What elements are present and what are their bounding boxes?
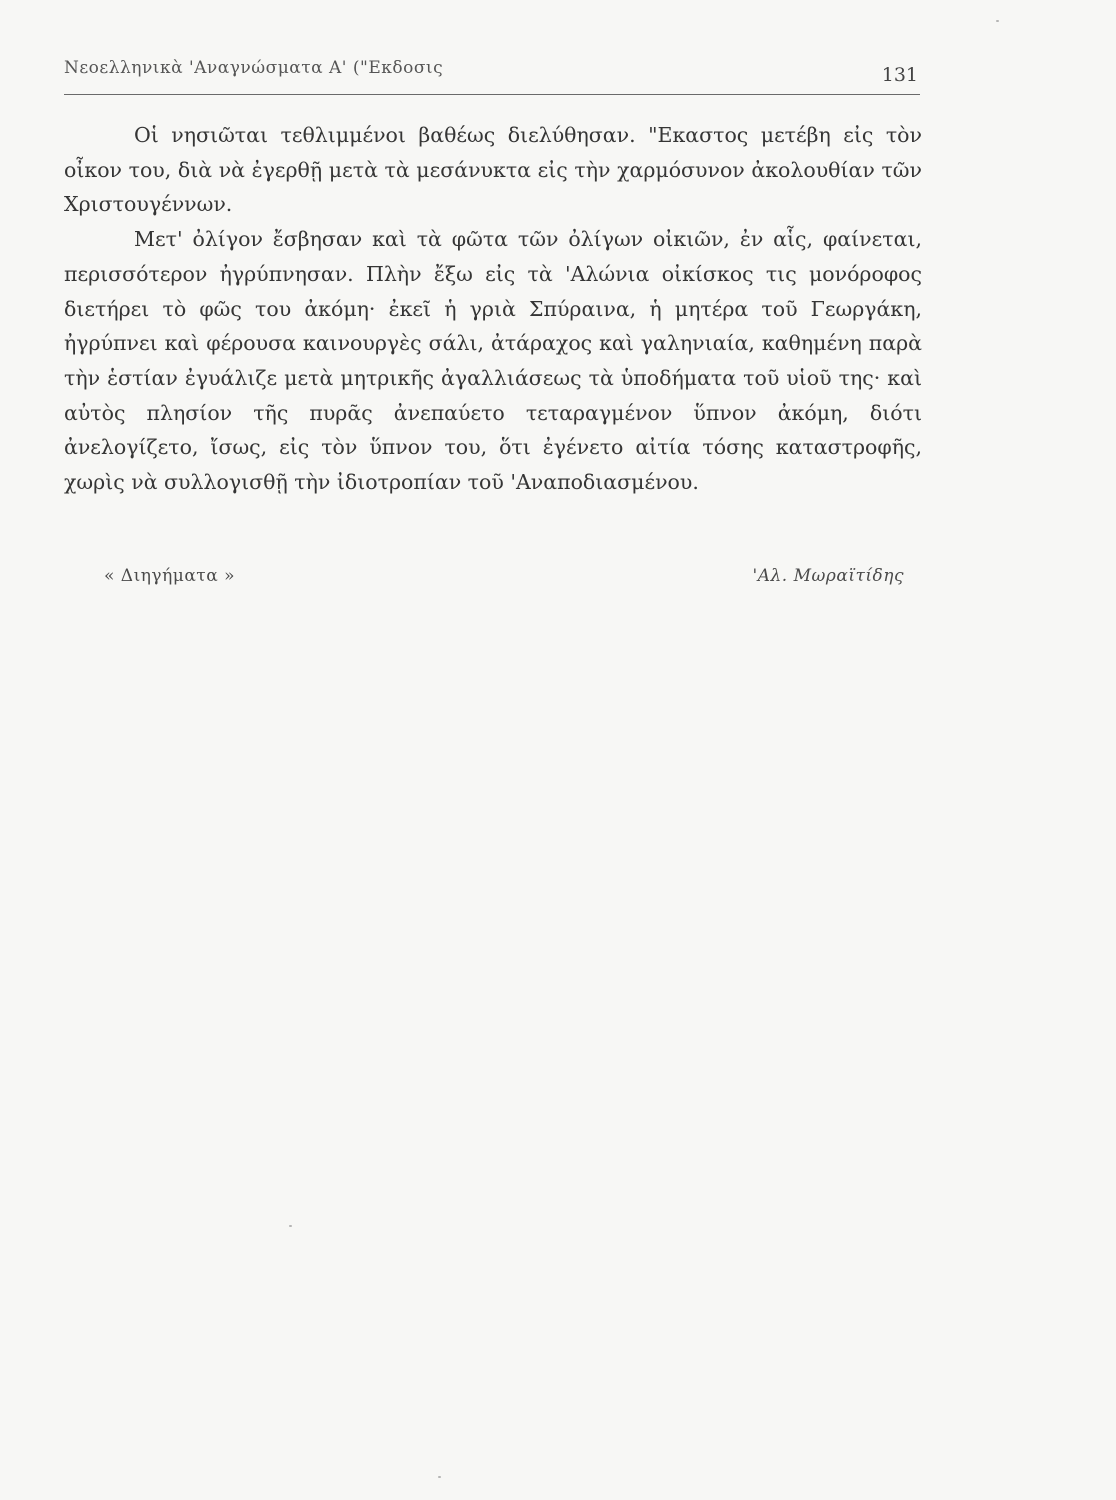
paper-speck	[996, 20, 999, 22]
author-name: 'Αλ. Μωραϊτίδης	[752, 566, 904, 586]
paragraph-2: Μετ' ὀλίγον ἔσβησαν καὶ τὰ φῶτα τῶν ὀλίγων οἰκιῶν, ἐν αἷς, φαίνεται, περισσότερον ἠγρύπνησαν. Πλὴν ἔξω εἰς τὰ 'Αλώνια οἰκίσκος τις μονόροφος διετήρει τὸ φῶς του ἀκόμη· ἐκεῖ ἡ γριὰ Σπύραινα, ἡ μητέρα τοῦ Γεωργάκη, ἠγρύπνει καὶ φέρουσα καινουργὲς σάλι, ἀτάραχος καὶ γαληνιαία, καθημένη παρὰ τὴν ἑστίαν ἐγυάλιζε μετὰ μητρικῆς ἀγαλλιάσεως τὰ ὑποδήματα τοῦ υἱοῦ της· καὶ αὐτὸς πλησίον τῆς πυρᾶς ἀνεπαύετο τεταραγμένον ὕπνον ἀκόμη, διότι ἀνελογίζετο, ἴσως, εἰς τὸν ὕπνον του, ὅτι ἐγένετο αἰτία τόσης καταστροφῆς, χωρὶς νὰ συλλογισθῇ τὴν ἰδιοτροπίαν τοῦ 'Αναποδιασμένου.	[64, 227, 922, 495]
running-title: Νεοελληνικὰ 'Αναγνώσματα Α' ("Εκδοσις	[64, 58, 444, 78]
attribution-row	[104, 566, 904, 596]
paper-speck	[289, 1225, 292, 1227]
source-title: « Διηγήματα »	[104, 566, 235, 586]
page-number: 131	[881, 64, 918, 86]
paper-speck	[438, 1476, 441, 1478]
running-head	[64, 50, 920, 95]
body-text	[64, 118, 922, 500]
paragraph-1: Οἱ νησιῶται τεθλιμμένοι βαθέως διελύθησαν. "Εκαστος μετέβη εἰς τὸν οἶκον του, διὰ νὰ ἐγερθῇ μετὰ τὰ μεσάνυκτα εἰς τὴν χαρμόσυνον ἀκολουθίαν τῶν Χριστουγέννων.	[64, 123, 922, 217]
